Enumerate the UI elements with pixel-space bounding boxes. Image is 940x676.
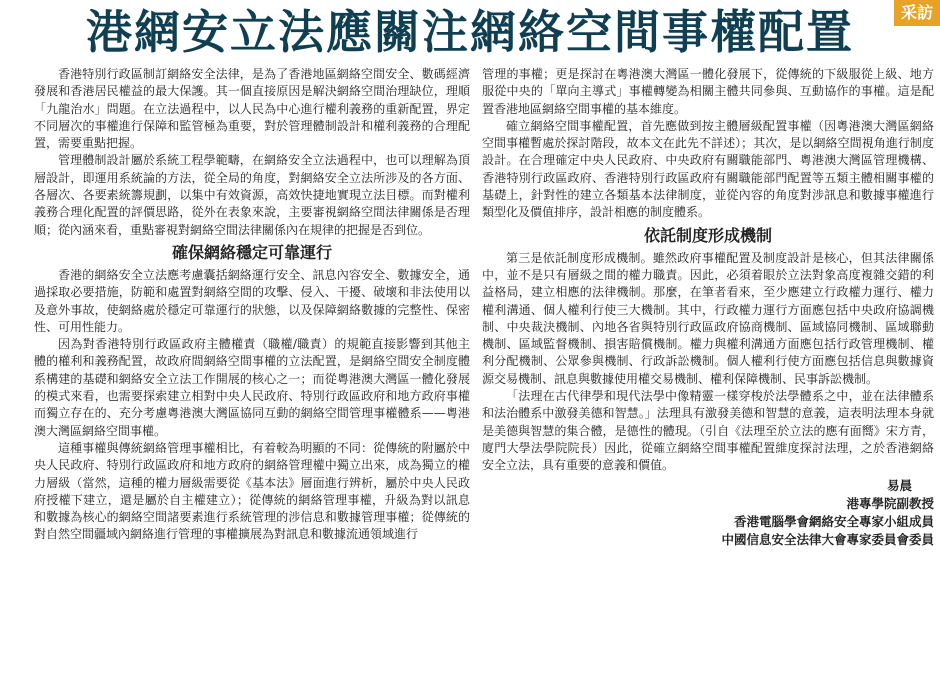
subheading: 確保網絡穩定可靠運行 xyxy=(171,242,332,262)
author-title: 港專學院副教授 xyxy=(846,495,934,511)
paragraph: 這種事權與傳統網絡管理事權相比，有着較為明顯的不同：從傳統的附屬於中央人民政府、特別行政區政府和地方政府的網絡管理權中獨立出來，成為獨立的權力層級（當然，這種的權力層級需要從《基本法》層面進行辨析，屬於中央人民政府授權下建立，還是屬於自主權建立）；從傳統的網絡管理事權，升級為對以訊息和數據為核心的網絡空間諸要素進行系統管理的涉信息和數據管理事權；從傳統的對自然空間疆域內網絡進行管理的事權擴展為對訊息和數據流通領域進行 xyxy=(34,440,470,542)
paragraph: 因為對香港特別行政區政府主體權責（職權/職責）的規範直接影響到其他主體的權利和義務配置，故政府間網絡空間事權的立法配置，是網絡空間安全制度體系構建的基礎和網絡安全立法工作開展的核心之一；而從粵港澳大灣區一體化發展的模式來看，也需要探索建立相對中央人民政府、特別行政區政府和地方政府事權而獨立存在的、充分考慮粵港澳大灣區協同互動的網絡空間管理事權體系——粵港澳大灣區網絡空間事權。 xyxy=(34,337,470,438)
author-name: 易晨 xyxy=(886,477,912,493)
paragraph: 香港的網絡安全立法應考慮囊括網絡運行安全、訊息內容安全、數據安全，通過採取必要措施，防範和處置對網絡空間的攻擊、侵入、干擾、破壞和非法使用以及意外事故，使網絡處於穩定可靠運行的狀態，以及保障網絡數據的完整性、保密性、可用性能力。 xyxy=(34,267,470,334)
paragraph: 確立網絡空間事權配置，首先應做到按主體層級配置事權（因粵港澳大灣區網絡空間事權暫處於探討階段，故本文在此先不詳述）；其次，是以網絡空間視角進行制度設計。在合理確定中央人民政府、中央政府有關職能部門、粵港澳大灣區管理機構、香港特別行政區政府、香港特別行政區政府有關職能部門配置等五類主體相關事權的基礎上，針對性的建立各類基本法律制度，並從內容的角度對涉訊息和數據事權進行類型化及價值排序，設計相應的制度體系。 xyxy=(482,118,934,220)
right-column xyxy=(482,66,934,668)
paragraph: 「法理在古代律學和現代法學中像精靈一樣穿梭於法學體系之中，並在法律體系和法治體系中激發美德和智慧。」法理具有激發美德和智慧的意義，這表明法理本身就是美德與智慧的集合體，是德性的體現。（引自《法理至於立法的應有面嚮》宋方青，廈門大學法學院院長）因此，從確立網絡空間事權配置維度探討法理，之於香港網絡安全立法，具有重要的意義和價值。 xyxy=(482,389,934,473)
left-column xyxy=(34,66,470,668)
subheading: 依託制度形成機制 xyxy=(643,225,772,245)
section-badge: 采訪 xyxy=(894,0,940,26)
paragraph: 第三是依託制度形成機制。雖然政府事權配置及制度設計是核心，但其法律關係中，並不是只有層級之間的權力職責。因此，必須着眼於立法對象高度複雜交錯的利益格局，建立相應的法律機制。那麼，在筆者看來，至少應建立行政權力運行、權力權利溝通、個人權利行使三大機制。其中，行政權力運行方面應包括中央政府協調機制、中央裁決機制、內地各省與特別行政區政府協商機制、區域協同機制、區域聯動機制、區域監督機制、損害賠償機制。權力與權利溝通方面應包括行政管理機制、權利分配機制、公眾參與機制、行政訴訟機制。個人權利行使方面應包括信息與數據資源交易機制、訊息與數據使用權交易機制、權利保障機制、民事訴訟機制。 xyxy=(482,250,934,386)
paragraph: 管理的事權；更是探討在粵港澳大灣區一體化發展下，從傳統的下級服從上級、地方服從中央的「單向主導式」事權轉變為相關主體共同參與、互動協作的事權。這是配置香港地區網絡空間事權的基本維度。 xyxy=(482,67,934,116)
author-title: 香港電腦學會網絡安全專家小組成員 xyxy=(733,513,934,529)
paragraph: 香港特別行政區制訂網絡安全法律，是為了香港地區網絡空間安全、數碼經濟發展和香港居民權益的最大保護。其一個直接原因是解決網絡空間治理缺位，理順「九龍治水」問題。在立法過程中，以人民為中心進行權利義務的重新配置，界定不同層次的事權進行保障和監管極為重要，對於管理體制設計和權利義務的合理配置，需要重點把握。 xyxy=(34,67,470,151)
paragraph: 管理體制設計屬於系統工程學範疇，在網絡安全立法過程中，也可以理解為頂層設計，即運用系統論的方法，從全局的角度，對網絡安全立法所涉及的各方面、各層次、各要素統籌規劃，以集中有效資源，高效快捷地實現立法目標。而對權利義務合理化配置的評價思路，從外在表象來說，主要審視網絡空間法律關係是否理順；從內涵來看，重點審視對網絡空間法律關係內在規律的把握是否到位。 xyxy=(34,153,470,237)
author-signature xyxy=(482,477,934,549)
article-headline: 港網安立法應關注網絡空間事權配置 xyxy=(86,5,854,59)
author-title: 中國信息安全法律大會專家委員會委員 xyxy=(721,531,934,547)
